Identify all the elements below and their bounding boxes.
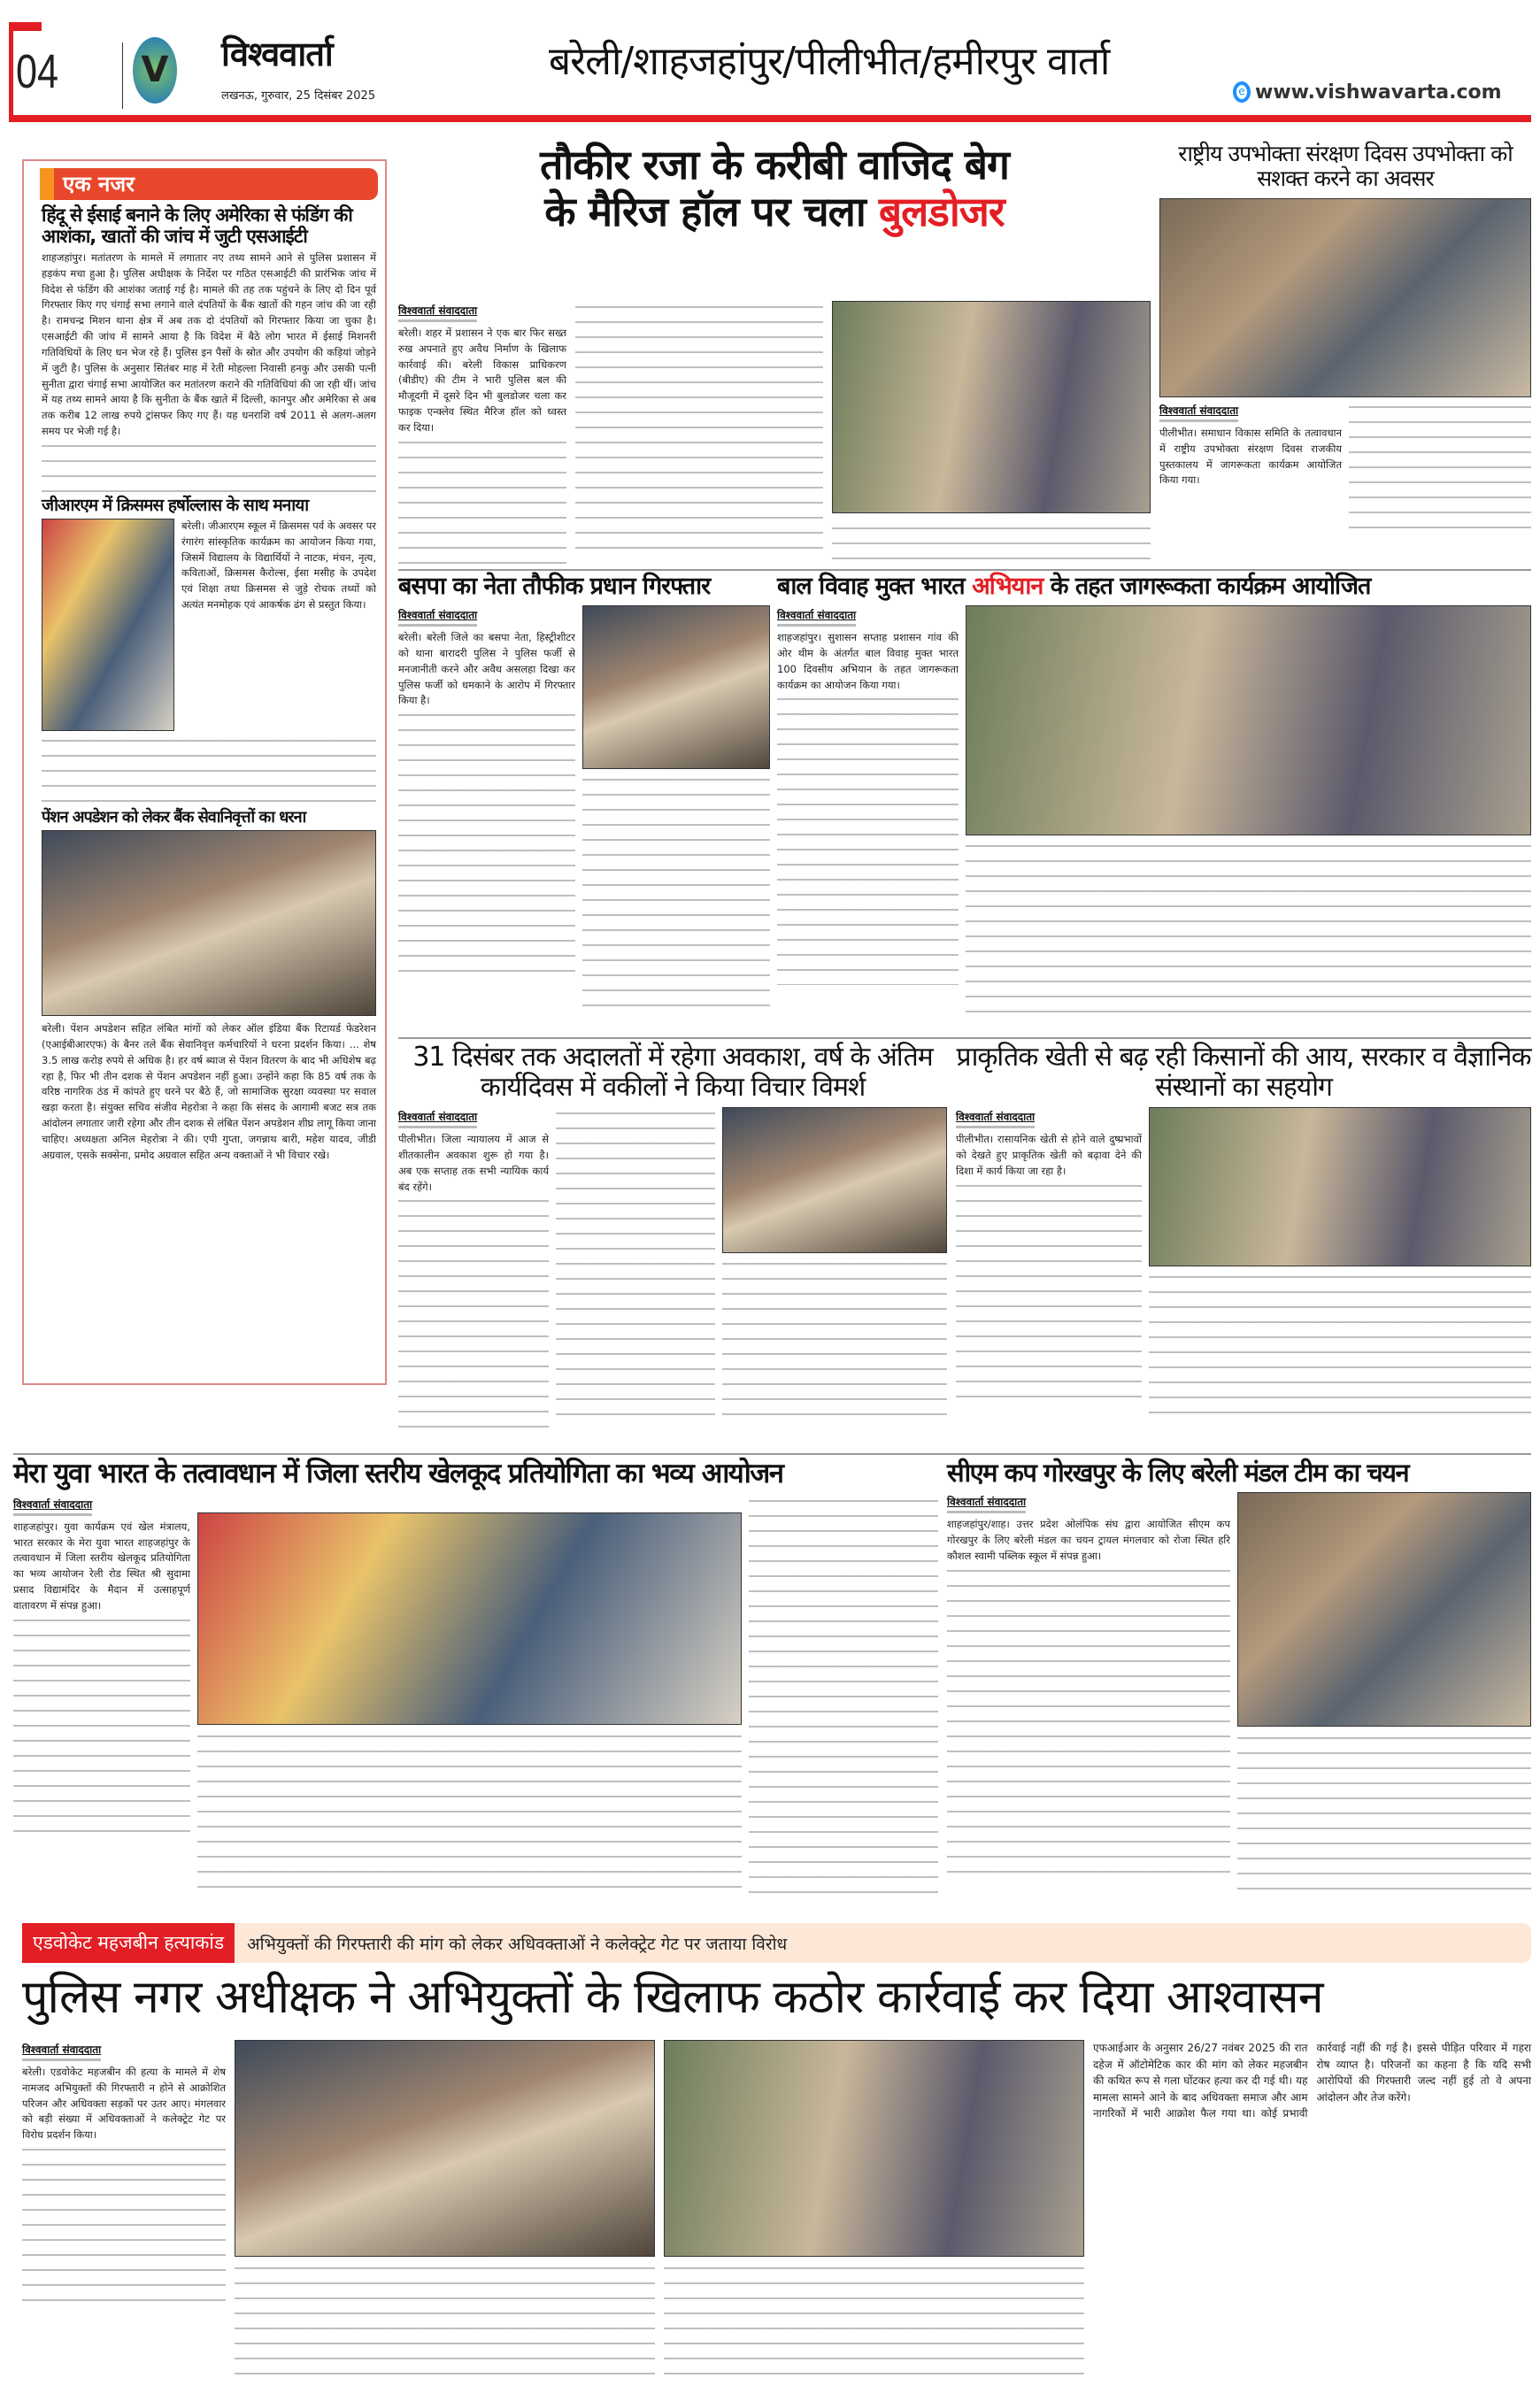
youth-body: शाहजहांपुर। युवा कार्यक्रम एवं खेल मंत्रालय, भारत सरकार के मेरा युवा भारत शाहजहांपुर के तत्वावधान में जिला स्तरीय खेलकूद प्रतियोगिता का भव्य आयोजन रेली रोड स्थित श्री सुदामा प्रसाद विद्यामंदिर के मैदान में उत्साहपूर्ण वातावरण में संपन्न हुआ। [13, 1520, 190, 1612]
farming-story [956, 1043, 1531, 1450]
advocate-photo-1 [235, 2040, 655, 2257]
ek-nazar-body-3: बरेली। पेंशन अपडेशन सहित लंबित मांगों को लेकर ऑल इंडिया बैंक रिटायर्ड फेडरेशन (एआईबीआरएफ) के बैनर तले बैंक सेवानिवृत्त कर्मचारियों ने धरना प्रदर्शन किया। ... शेष 3.5 लाख करोड़ रुपये से अधिक है। हर वर्ष ब्याज से पेंशन वितरण के बाद भी अधिशेष बढ़ रहा है, फिर भी तीन दशक से पेंशन अपडेशन नहीं हुआ। उन्होंने कहा कि 85 वर्ष तक के वरिष्ठ नागरिक ठंड में कांपते हुए धरने पर बैठे हैं, जो सामाजिक सुरक्षा व्यवस्था पर सवाल खड़ा करता है। संयुक्त सचिव संजीव मेहरोत्रा ने कहा कि संसद के आगामी बजट सत्र तक आंदोलन लगातार जारी रहेगा और तीन दशक से लंबित पेंशन अपडेशन शीघ्र लागू किया जाना चाहिए। अध्यक्षता अनिल मेहरोत्रा ने की। एपी गुप्ता, जगन्नाथ बारी, महेश यादव, जीडी अग्रवाल, एसके सक्सेना, प्रमोद अग्रवाल सहित अन्य वक्ताओं ने भी विचार रखे। [42, 1022, 376, 1161]
cm-cup-body: शाहजहांपुर/शाह। उत्तर प्रदेश ओलंपिक संघ द्वारा आयोजित सीएम कप गोरखपुर के लिए बरेली मंडल का चयन ट्रायल मंगलवार को रोजा स्थित हरि कौशल स्वामी पब्लिक स्कूल में संपन्न हुआ। [947, 1518, 1230, 1563]
advocate-tag: एडवोकेट महजबीन हत्याकांड [22, 1923, 235, 1963]
consumer-story [1159, 142, 1531, 566]
farming-photo [1149, 1107, 1531, 1266]
advocate-body: बरेली। एडवोकेट महजबीन की हत्या के मामले में शेष नामजद अभियुक्तों की गिरफ्तारी न होने से आक्रोशित परिजन और अधिवक्ता सड़कों पर उतर आए। मंगलवार को बड़ी संख्या में अधिवक्ताओं ने कलेक्ट्रेट गेट पर विरोध प्रदर्शन किया। [22, 2066, 226, 2142]
courts-headline: 31 दिसंबर तक अदालतों में रहेगा अवकाश, वर्ष के अंतिम कार्यदिवस में वकीलों ने किया विचार विमर्श [412, 1042, 933, 1103]
lead-body: बरेली। शहर में प्रशासन ने एक बार फिर सख्त रुख अपनाते हुए अवैध निर्माण के खिलाफ कार्रवाई की। बरेली विकास प्राधिकरण (बीडीए) की टीम ने भारी पुलिस बल की मौजूदगी में दूसरे दिन भी बुलडोजर चला कर फाइक एन्क्लेव स्थित मैरिज हॉल को ध्वस्त कर दिया। [398, 327, 566, 434]
advocate-banner [22, 1923, 1531, 1963]
dateline: लखनऊ, गुरुवार, 25 दिसंबर 2025 [221, 89, 376, 103]
advocate-byline: विश्ववार्ता संवाददाता [22, 2042, 101, 2061]
pension-protest-photo [42, 830, 376, 1016]
section-title: बरेली/शाहजहांपुर/पीलीभीत/हमीरपुर वार्ता [549, 39, 1110, 84]
courts-byline: विश्ववार्ता संवाददाता [398, 1109, 477, 1128]
consumer-photo [1159, 198, 1531, 397]
advocate-body-right: एफआईआर के अनुसार 26/27 नवंबर 2025 की रात दहेज में ऑटोमेटिक कार की मांग को लेकर महजबीन की कथित रूप से गला घोंटकर हत्या कर दी गई थी। यह मामला सामने आने के बाद अधिवक्ता समाज और आम नागरिकों में भारी आक्रोश फैल गया था। कोई प्रभावी कार्रवाई नहीं की गई है। इससे पीड़ित परिवार में गहरा रोष व्याप्त है। परिजनों का कहना है कि यदि सभी आरोपियों की गिरफ्तारी जल्द नहीं हुई तो वे अपना आंदोलन और तेज करेंगे। [1093, 2042, 1531, 2120]
cm-cup-byline: विश्ववार्ता संवाददाता [947, 1494, 1026, 1513]
child-marriage-byline: विश्ववार्ता संवाददाता [777, 607, 856, 627]
consumer-body: पीलीभीत। समाधान विकास समिति के तत्वावधान में राष्ट्रीय उपभोक्ता संरक्षण दिवस राजकीय पुस्तकालय में जागरूकता कार्यक्रम आयोजित किया गया। [1159, 427, 1342, 487]
courts-story [398, 1043, 947, 1450]
bsp-story [398, 573, 770, 1034]
ek-nazar-body-2: बरेली। जीआरएम स्कूल में क्रिसमस पर्व के अवसर पर रंगारंग सांस्कृतिक कार्यक्रम का आयोजन किया गया, जिसमें विद्यालय के विद्यार्थियों ने नाटक, मंचन, नृत्य, कविताओं, क्रिसमस कैरोल्स, ईसा मसीह के उपदेश एवं शिक्षा तथा क्रिसमस से जुड़े रोचक तथ्यों को अत्यंत मनमोहक एवं आकर्षक ढंग से प्रस्तुत किया। [181, 519, 376, 612]
bsp-body: बरेली। बरेली जिले का बसपा नेता, हिस्ट्रीशीटर को थाना बारादरी पुलिस ने पुलिस फर्जी से मनजानीती करने और अवैध असलहा दिखा कर पुलिस फर्जी को धमकाने के आरोप में गिरफ्तार किया है। [398, 631, 575, 707]
ek-nazar-box [22, 159, 387, 1385]
christmas-photo [42, 519, 174, 731]
consumer-headline: राष्ट्रीय उपभोक्ता संरक्षण दिवस उपभोक्ता को सशक्त करने का अवसर [1178, 141, 1513, 191]
advocate-photo-2 [664, 2040, 1084, 2257]
farming-headline: प्राकृतिक खेती से बढ़ रही किसानों की आय, सरकार व वैज्ञानिक संस्थानों का सहयोग [956, 1042, 1531, 1103]
child-marriage-body: शाहजहांपुर। सुशासन सप्ताह प्रशासन गांव की ओर थीम के अंतर्गत बाल विवाह मुक्त भारत 100 दिवसीय अभियान के तहत जागरूकता कार्यक्रम का आयोजन किया गया। [777, 631, 959, 691]
farming-byline: विश्ववार्ता संवाददाता [956, 1109, 1035, 1128]
lead-story [398, 142, 1151, 566]
lead-byline: विश्ववार्ता संवाददाता [398, 303, 477, 322]
youth-byline: विश्ववार्ता संवाददाता [13, 1497, 92, 1516]
advocate-headline: पुलिस नगर अधीक्षक ने अभियुक्तों के खिलाफ कठोर कार्रवाई कर दिया आश्वासन [22, 1971, 1323, 2024]
youth-headline: मेरा युवा भारत के तत्वावधान में जिला स्तरीय खेलकूद प्रतियोगिता का भव्य आयोजन [13, 1458, 783, 1489]
courts-photo [722, 1107, 947, 1253]
cm-cup-headline: सीएम कप गोरखपुर के लिए बरेली मंडल टीम का चयन [947, 1458, 1409, 1488]
ek-nazar-label: एक नजर [40, 168, 378, 200]
advocate-story [22, 2040, 1531, 2394]
farming-body: पीलीभीत। रासायनिक खेती से होने वाले दुष्प्रभावों को देखते हुए प्राकृतिक खेती को बढ़ावा देने की दिशा में कार्य किया जा रहा है। [956, 1133, 1142, 1177]
paper-name: विश्ववार्ता [221, 35, 333, 73]
lead-headline: तौकीर रजा के करीबी वाजिद बेग के मैरिज हॉल पर चला बुलडोजर [540, 141, 1009, 235]
youth-story [13, 1458, 938, 1914]
ek-nazar-headline-2: जीआरएम में क्रिसमस हर्षोल्लास के साथ मनाया [42, 495, 309, 515]
bulldozer-photo [832, 301, 1151, 513]
ek-nazar-headline-1: हिंदू से ईसाई बनाने के लिए अमेरिका से फंडिंग की आशंका, खातों की जांच में जुटी एसआईटी [42, 204, 352, 247]
website-link[interactable]: www.vishwavarta.com [1255, 81, 1502, 104]
bsp-photo [582, 605, 770, 769]
youth-photo [197, 1512, 742, 1725]
bsp-byline: विश्ववार्ता संवाददाता [398, 607, 477, 627]
advocate-kicker: अभियुक्तों की गिरफ्तारी की मांग को लेकर अधिवक्ताओं ने कलेक्ट्रेट गेट पर जताया विरोध [247, 1934, 788, 1954]
ek-nazar-body-1: शाहजहांपुर। मतांतरण के मामले में लगातार नए तथ्य सामने आने से पुलिस प्रशासन में हड़कंप मचा हुआ है। पुलिस अधीक्षक के निर्देश पर गठित एसआईटी की प्रारंभिक जांच में विदेश से फंडिंग की आशंका जताई गई है। मामले की तह तक पहुंचने के लिए दो दिन पूर्व गिरफ्तार किए गए चंगाई सभा लगाने वाले दंपतियों के बैंक खातों की गहन जांच की जा रही है। रामचन्द्र मिशन थाना क्षेत्र में अब तक दो दंपतियों को गिरफ्तार किया जा चुका है। एसआईटी की जांच में सामने आया है कि विदेश में बैठे लोग भारत में ईसाई मिशनरी गतिविधियों के लिए धन भेज रहे हैं। पुलिस इन पैसों के स्रोत और उपयोग की कड़ियां जोड़ने में जुटी है। पुलिस के अनुसार सितंबर माह में रेती मोहल्ला निवासी हनकु और उसकी पत्नी सुनीता द्वारा चंगाई सभा आयोजित कर मतांतरण कराने की गतिविधियां की जा रही थीं। जांच में यह तथ्य सामने आया है कि सुनीता के बैंक खाते में दिल्ली, कानपुर और अमेरिका से अब तक करीब 12 लाख रुपये ट्रांसफर किए गए हैं। यह धनराशि वर्ष 2011 से अलग-अलग समय पर भेजी गई है। [42, 251, 376, 437]
bsp-headline: बसपा का नेता तौफीक प्रधान गिरफ्तार [398, 573, 711, 600]
cm-cup-photo [1237, 1492, 1531, 1727]
consumer-byline: विश्ववार्ता संवाददाता [1159, 403, 1238, 422]
masthead [0, 0, 1540, 124]
courts-body: पीलीभीत। जिला न्यायालय में आज से शीतकालीन अवकाश शुरू हो गया है। अब एक सप्ताह तक सभी न्यायिक कार्य बंद रहेंगे। [398, 1133, 549, 1193]
child-marriage-photo [966, 605, 1531, 835]
logo-icon: V [133, 37, 177, 104]
page-number: 04 [16, 45, 59, 98]
ek-nazar-headline-3: पेंशन अपडेशन को लेकर बैंक सेवानिवृत्तों का धरना [42, 808, 306, 827]
child-marriage-headline: बाल विवाह मुक्त भारत अभियान के तहत जागरूकता कार्यक्रम आयोजित [777, 573, 1371, 600]
web-icon: e [1233, 81, 1251, 103]
child-marriage-story [777, 573, 1531, 1034]
cm-cup-story [947, 1458, 1531, 1914]
